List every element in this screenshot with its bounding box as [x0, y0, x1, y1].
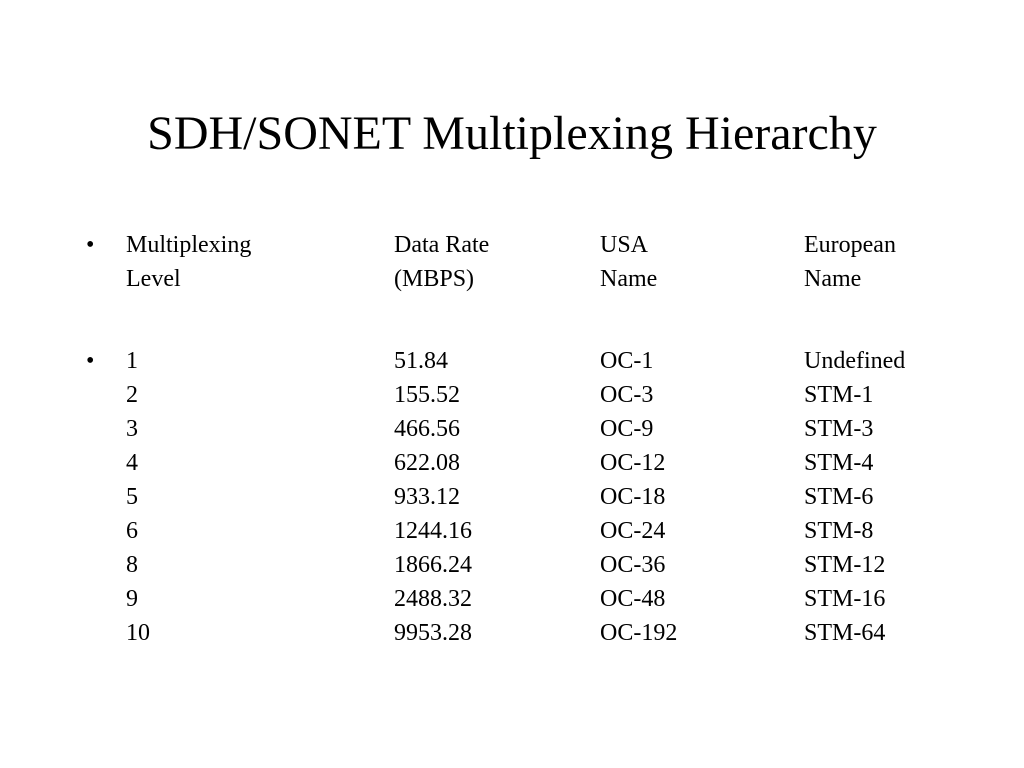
- rate-cell: 1244.16: [394, 518, 472, 544]
- col-usa: [600, 344, 677, 650]
- rate-cell: 2488.32: [394, 586, 472, 612]
- header-bullet: [0, 228, 1024, 296]
- usa-cell: OC-48: [600, 586, 666, 612]
- rate-cell: 1866.24: [394, 552, 472, 578]
- usa-cell: OC-1: [600, 348, 654, 374]
- european-cell: STM-1: [804, 382, 874, 408]
- level-cell: 3: [126, 416, 138, 442]
- level-cell: 6: [126, 518, 138, 544]
- rate-cell: 155.52: [394, 382, 460, 408]
- header-col-rate: [394, 228, 489, 296]
- col-european: [804, 344, 905, 650]
- header-level-line-2: Level: [126, 266, 181, 292]
- header-rate-line-2: (MBPS): [394, 266, 475, 292]
- level-cell: 9: [126, 586, 138, 612]
- level-cell: 5: [126, 484, 138, 510]
- header-european-line-1: European: [804, 232, 896, 258]
- header-rate-line-1: Data Rate: [394, 232, 490, 258]
- level-cell: 4: [126, 450, 138, 476]
- european-cell: STM-4: [804, 450, 874, 476]
- rate-cell: 466.56: [394, 416, 460, 442]
- level-cell: 8: [126, 552, 138, 578]
- level-cell: 10: [126, 620, 150, 646]
- slide-title: SDH/SONET Multiplexing Hierarchy: [147, 107, 877, 160]
- col-level: [126, 344, 150, 650]
- rate-cell: 933.12: [394, 484, 460, 510]
- usa-cell: OC-36: [600, 552, 666, 578]
- level-cell: 1: [126, 348, 138, 374]
- header-col-level: [126, 228, 251, 296]
- rows-bullet: [0, 344, 1024, 650]
- european-cell: STM-8: [804, 518, 874, 544]
- rate-cell: 9953.28: [394, 620, 472, 646]
- rate-cell: 51.84: [394, 348, 448, 374]
- header-col-european: [804, 228, 896, 296]
- bullet-glyph: •: [86, 232, 95, 258]
- header-level-line-1: Multiplexing: [126, 232, 252, 258]
- usa-cell: OC-9: [600, 416, 654, 442]
- header-col-usa: [600, 228, 657, 296]
- european-cell: STM-16: [804, 586, 886, 612]
- level-cell: 2: [126, 382, 138, 408]
- european-cell: STM-12: [804, 552, 886, 578]
- header-european-line-2: Name: [804, 266, 862, 292]
- usa-cell: OC-18: [600, 484, 666, 510]
- european-cell: Undefined: [804, 348, 906, 374]
- european-cell: STM-3: [804, 416, 874, 442]
- european-cell: STM-6: [804, 484, 874, 510]
- rate-cell: 622.08: [394, 450, 460, 476]
- usa-cell: OC-3: [600, 382, 654, 408]
- col-rate: [394, 344, 472, 650]
- european-cell: STM-64: [804, 620, 886, 646]
- header-usa-line-1: USA: [600, 232, 649, 258]
- usa-cell: OC-12: [600, 450, 666, 476]
- bullet-glyph: •: [86, 348, 95, 374]
- usa-cell: OC-192: [600, 620, 678, 646]
- usa-cell: OC-24: [600, 518, 666, 544]
- header-usa-line-2: Name: [600, 266, 658, 292]
